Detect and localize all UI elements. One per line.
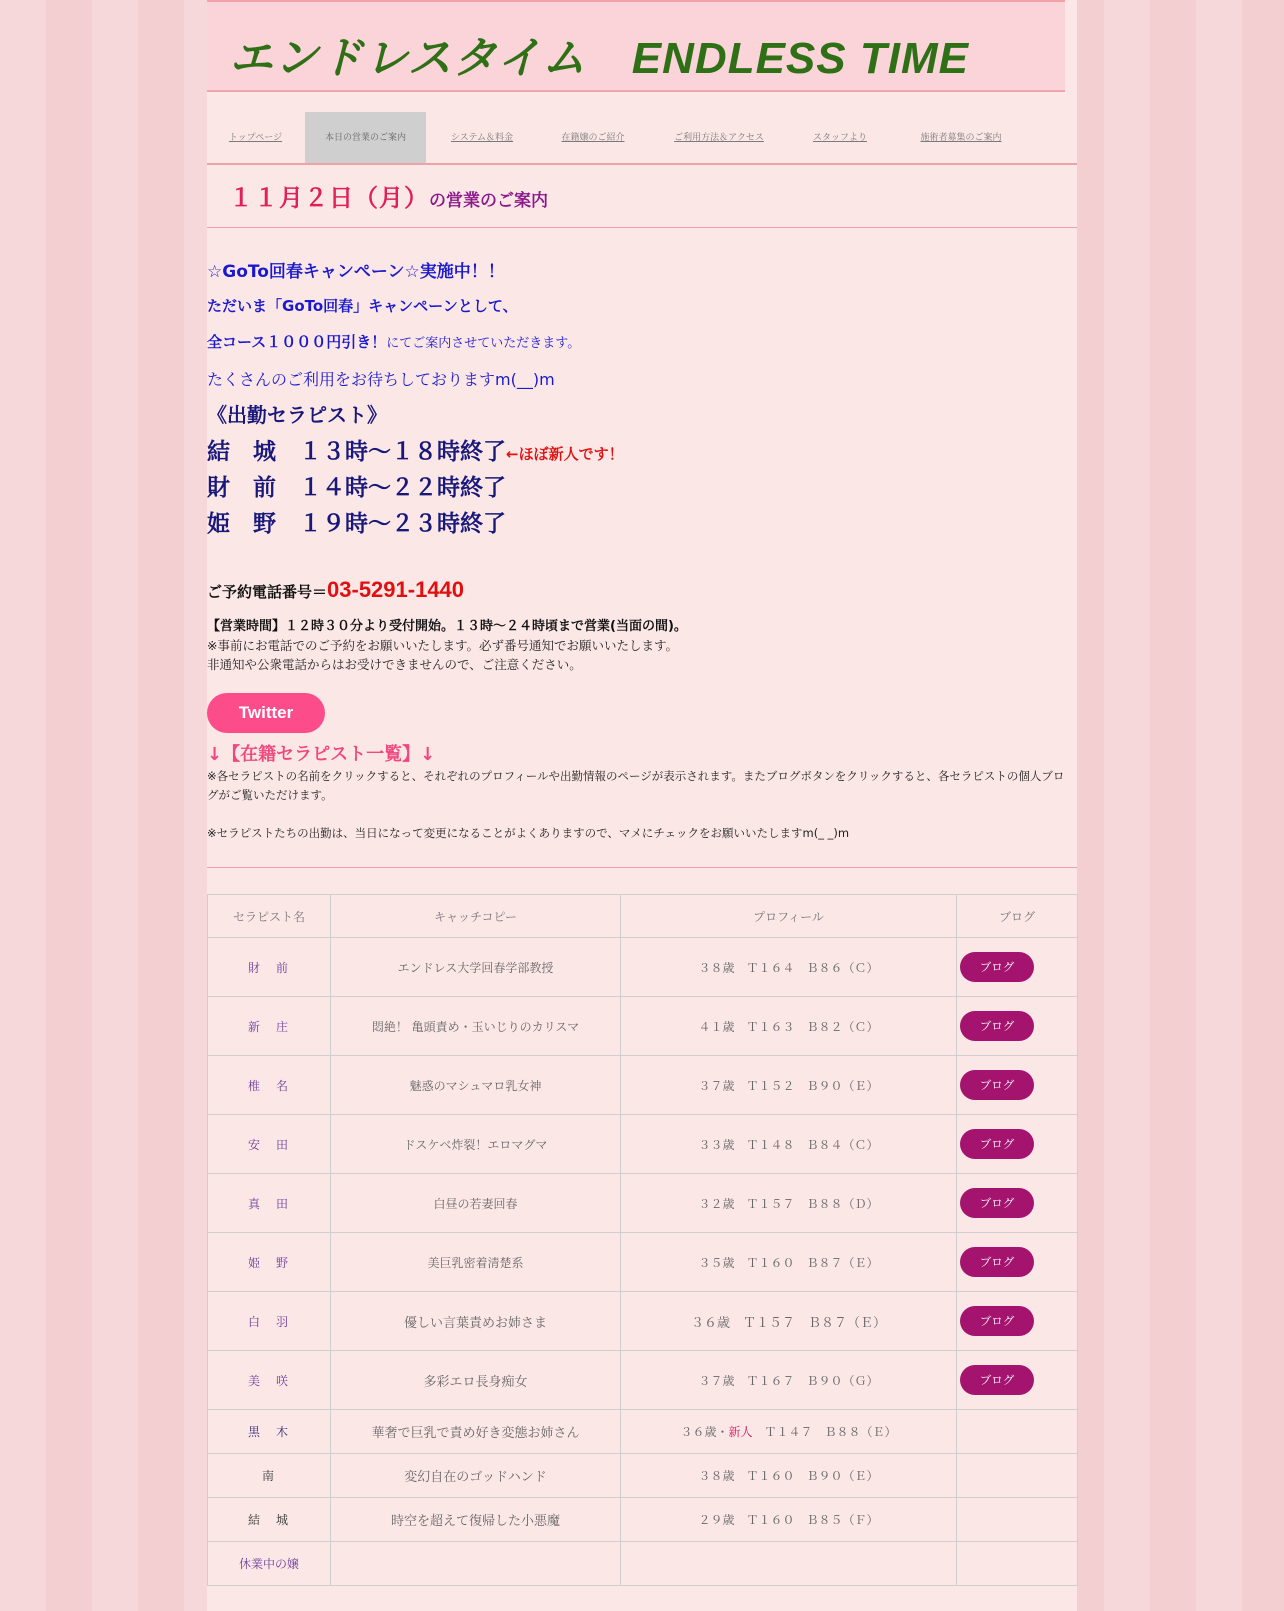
table-row (208, 1115, 1078, 1174)
col-header-name: セラピスト名 (208, 895, 331, 938)
therapist-catch: 白昼の若妻回春 (331, 1174, 621, 1233)
profile-age: ３６歳・ (680, 1425, 729, 1439)
therapist-catch: 魅惑のマシュマロ乳女神 (331, 1056, 621, 1115)
table-row (208, 1410, 1078, 1454)
therapist-profile (621, 1410, 957, 1454)
list-note-2: ※セラピストたちの出勤は、当日になって変更になることがよくありますので、マメにチェックをお願いいたしますm(_ _)m (207, 826, 850, 840)
blog-button[interactable]: ブログ (960, 1011, 1034, 1041)
shift-heading: 《出勤セラピスト》 (207, 403, 387, 427)
site-header (207, 0, 1065, 91)
therapist-table (207, 894, 1078, 1586)
shift-note: ←ほぼ新人です！ (506, 445, 624, 463)
nav-system[interactable]: システム＆料金 (450, 133, 514, 143)
today-heading (229, 178, 548, 213)
heading-divider (207, 227, 1077, 228)
blog-button[interactable]: ブログ (960, 952, 1034, 982)
therapist-catch: 華奢で巨乳で責め好き変態お姉さん (331, 1410, 621, 1454)
therapist-profile (621, 1542, 957, 1586)
blog-cell (957, 1233, 1078, 1292)
shift-row (207, 505, 506, 538)
shift-row (207, 433, 624, 466)
therapist-catch: 変幻自在のゴッドハンド (331, 1454, 621, 1498)
campaign-line2 (207, 331, 580, 352)
table-row (208, 938, 1078, 997)
nav-top[interactable]: トップページ (228, 133, 283, 143)
phone-label: ご予約電話番号＝ (207, 583, 328, 601)
twitter-button[interactable]: Twitter (207, 693, 325, 733)
blog-cell (957, 1174, 1078, 1233)
therapist-profile: ３８歳 Ｔ１６４ Ｂ８６（Ｃ） (621, 938, 957, 997)
table-row (208, 1292, 1078, 1351)
profile-stats: Ｔ１４７ Ｂ８８（Ｅ） (752, 1425, 897, 1439)
therapist-profile: ３３歳 Ｔ１４８ Ｂ８４（Ｃ） (621, 1115, 957, 1174)
therapist-list-title: ↓【在籍セラピスト一覧】↓ (207, 744, 436, 765)
therapist-name[interactable]: 休業中の嬢 (208, 1542, 331, 1586)
therapist-catch: 多彩エロ長身痴女 (331, 1351, 621, 1410)
shift-text: 結 城 １３時～１８時終了 (207, 439, 506, 465)
blog-cell (957, 1292, 1078, 1351)
nav-therapists[interactable]: 在籍嬢のご紹介 (561, 133, 625, 143)
today-suffix: の営業のご案内 (429, 191, 548, 211)
therapist-name[interactable]: 白 羽 (208, 1292, 331, 1351)
therapist-name[interactable]: 財 前 (208, 938, 331, 997)
therapist-profile: ３７歳 Ｔ１６７ Ｂ９０（Ｇ） (621, 1351, 957, 1410)
therapist-name[interactable]: 新 庄 (208, 997, 331, 1056)
therapist-name[interactable]: 姫 野 (208, 1233, 331, 1292)
therapist-catch (331, 1542, 621, 1586)
therapist-profile: ３８歳 Ｔ１６０ Ｂ９０（Ｅ） (621, 1454, 957, 1498)
nav-today[interactable]: 本日の営業のご案内 (305, 112, 426, 164)
therapist-profile: ４１歳 Ｔ１６３ Ｂ８２（Ｃ） (621, 997, 957, 1056)
therapist-profile: ３２歳 Ｔ１５７ Ｂ８８（Ｄ） (621, 1174, 957, 1233)
campaign-line2-rest: にてご案内させていただきます。 (386, 336, 581, 351)
nav-access[interactable]: ご利用方法＆アクセス (674, 133, 764, 143)
campaign-headline: ☆GoTo回春キャンペーン☆実施中！！ (207, 262, 505, 282)
phone-number[interactable]: 03-5291-1440 (327, 577, 465, 602)
business-hours: 【営業時間】１２時３０分より受付開始。１３時～２４時頃まで営業(当面の間)。 (207, 619, 687, 634)
blog-cell (957, 1454, 1078, 1498)
header-divider (207, 91, 1065, 92)
phone-line (207, 577, 464, 603)
therapist-catch: エンドレス大学回春学部教授 (331, 938, 621, 997)
shift-text: 財 前 １４時～２２時終了 (207, 475, 506, 501)
table-header-row (208, 895, 1078, 938)
main-nav (207, 112, 1077, 164)
shift-row (207, 469, 506, 502)
therapist-catch: 時空を超えて復帰した小悪魔 (331, 1498, 621, 1542)
therapist-profile: ３７歳 Ｔ１５２ Ｂ９０（Ｅ） (621, 1056, 957, 1115)
therapist-catch: 美巨乳密着清楚系 (331, 1233, 621, 1292)
col-header-catch: キャッチコピー (331, 895, 621, 938)
blog-cell (957, 1115, 1078, 1174)
blog-cell (957, 1498, 1078, 1542)
blog-button[interactable]: ブログ (960, 1365, 1034, 1395)
blog-button[interactable]: ブログ (960, 1306, 1034, 1336)
therapist-name[interactable]: 真 田 (208, 1174, 331, 1233)
therapist-profile: ３５歳 Ｔ１６０ Ｂ８７（Ｅ） (621, 1233, 957, 1292)
table-row (208, 1056, 1078, 1115)
blog-button[interactable]: ブログ (960, 1070, 1034, 1100)
site-title: エンドレスタイム ENDLESS TIME (229, 34, 969, 83)
therapist-name[interactable]: 黒 木 (208, 1410, 331, 1454)
nav-recruit[interactable]: 施術者募集のご案内 (920, 133, 1002, 143)
therapist-name[interactable]: 結 城 (208, 1498, 331, 1542)
therapist-name[interactable]: 南 (208, 1454, 331, 1498)
table-row (208, 1174, 1078, 1233)
table-row (208, 1233, 1078, 1292)
table-row (208, 1454, 1078, 1498)
therapist-catch: ドスケベ炸裂！エロマグマ (331, 1115, 621, 1174)
nav-divider (207, 163, 1077, 165)
blog-button[interactable]: ブログ (960, 1129, 1034, 1159)
new-badge: 新人 (728, 1425, 753, 1439)
caller-id-note: 非通知や公衆電話からはお受けできませんので、ご注意ください。 (207, 657, 582, 672)
blog-cell (957, 997, 1078, 1056)
blog-cell (957, 1542, 1078, 1586)
table-row (208, 1498, 1078, 1542)
therapist-catch: 悶絶！ 亀頭責め・玉いじりのカリスマ (331, 997, 621, 1056)
campaign-discount: 全コース１０００円引き！ (207, 333, 387, 351)
blog-button[interactable]: ブログ (960, 1247, 1034, 1277)
therapist-profile: ３６歳 Ｔ１５７ Ｂ８７（Ｅ） (621, 1292, 957, 1351)
table-row (208, 1351, 1078, 1410)
table-row (208, 997, 1078, 1056)
col-header-profile: プロフィール (621, 895, 957, 938)
therapist-name[interactable]: 椎 名 (208, 1056, 331, 1115)
blog-cell (957, 938, 1078, 997)
list-divider (207, 867, 1077, 868)
campaign-line1: ただいま「GoTo回春」キャンペーンとして、 (207, 297, 518, 315)
blog-cell (957, 1410, 1078, 1454)
campaign-line3: たくさんのご利用をお待ちしておりますm(__)m (207, 370, 555, 389)
blog-cell (957, 1351, 1078, 1410)
blog-cell (957, 1056, 1078, 1115)
col-header-blog: ブログ (957, 895, 1078, 938)
today-date: １１月２日（月） (229, 184, 429, 212)
reservation-note: ※事前にお電話でのご予約をお願いいたします。必ず番号通知でお願いいたします。 (207, 638, 678, 653)
blog-button[interactable]: ブログ (960, 1188, 1034, 1218)
page-container (207, 0, 1077, 1611)
therapist-name[interactable]: 美 咲 (208, 1351, 331, 1410)
nav-staff[interactable]: スタッフより (812, 133, 867, 143)
therapist-catch: 優しい言葉責めお姉さま (331, 1292, 621, 1351)
therapist-name[interactable]: 安 田 (208, 1115, 331, 1174)
list-note-1: ※各セラピストの名前をクリックすると、それぞれのプロフィールや出勤情報のページが表示されます。またブログボタンをクリックすると、各セラピストの個人ブログがご覧いただけます。 (207, 769, 1065, 802)
shift-text: 姫 野 １９時～２３時終了 (207, 511, 506, 537)
table-row (208, 1542, 1078, 1586)
therapist-profile: ２９歳 Ｔ１６０ Ｂ８５（Ｆ） (621, 1498, 957, 1542)
